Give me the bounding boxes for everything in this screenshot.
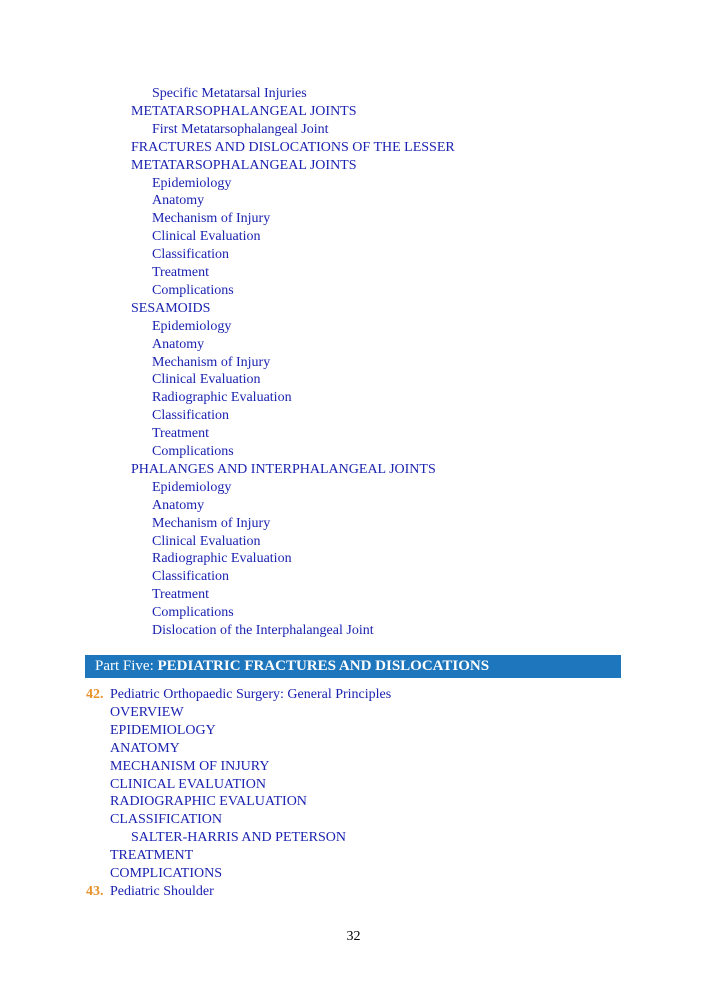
toc-subentry[interactable]: Anatomy	[152, 193, 205, 209]
toc-subentry[interactable]: Classification	[152, 247, 229, 263]
toc-entry[interactable]: MECHANISM OF INJURY	[110, 758, 270, 774]
toc-subentry[interactable]: Mechanism of Injury	[152, 211, 271, 227]
part-label: Part Five:	[95, 658, 154, 674]
chapter-number: 42.	[86, 687, 104, 702]
toc-entry[interactable]: SESAMOIDS	[131, 300, 211, 316]
toc-subentry[interactable]: Anatomy	[152, 336, 205, 352]
toc-entry[interactable]: EPIDEMIOLOGY	[110, 722, 216, 738]
toc-subentry[interactable]: Classification	[152, 569, 229, 585]
toc-subentry[interactable]: Complications	[152, 444, 234, 459]
part-title: PEDIATRIC FRACTURES AND DISLOCATIONS	[157, 658, 490, 674]
toc-entry[interactable]: PHALANGES AND INTERPHALANGEAL JOINTS	[131, 461, 436, 477]
toc-subentry[interactable]: Radiographic Evaluation	[152, 390, 292, 406]
toc-subentry[interactable]: Clinical Evaluation	[152, 533, 261, 549]
toc-subentry[interactable]: Clinical Evaluation	[152, 229, 261, 245]
toc-subentry[interactable]: Epidemiology	[152, 175, 232, 191]
toc-entry[interactable]: METATARSOPHALANGEAL JOINTS	[131, 103, 357, 119]
toc-subentry[interactable]: Epidemiology	[152, 479, 232, 495]
toc-entry[interactable]: COMPLICATIONS	[110, 866, 223, 881]
toc-subentry[interactable]: Classification	[152, 408, 229, 424]
part-banner	[85, 655, 621, 678]
toc-subentry[interactable]: Treatment	[152, 265, 210, 280]
toc-subentry[interactable]: Anatomy	[152, 497, 205, 513]
toc-subentry[interactable]: Treatment	[152, 426, 210, 442]
toc-entry[interactable]: TREATMENT	[110, 848, 194, 864]
toc-subentry[interactable]: Epidemiology	[152, 318, 232, 334]
toc-entry[interactable]: ANATOMY	[110, 740, 180, 756]
toc-subentry[interactable]: Complications	[152, 605, 234, 621]
page-number: 32	[346, 929, 361, 944]
toc-subentry[interactable]: Radiographic Evaluation	[152, 551, 292, 567]
toc-subentry[interactable]: Treatment	[152, 587, 210, 603]
toc-subentry[interactable]: SALTER-HARRIS AND PETERSON	[131, 830, 346, 846]
toc-subentry[interactable]: First Metatarsophalangeal Joint	[152, 121, 329, 137]
toc-subentry[interactable]: Mechanism of Injury	[152, 515, 271, 531]
toc-subentry[interactable]: Specific Metatarsal Injuries	[152, 86, 307, 101]
toc-entry[interactable]: METATARSOPHALANGEAL JOINTS	[131, 157, 357, 173]
toc-subentry[interactable]: Complications	[152, 282, 234, 298]
chapter-number: 43.	[86, 883, 104, 899]
chapter-title[interactable]: Pediatric Shoulder	[110, 883, 214, 899]
toc-entry[interactable]: CLASSIFICATION	[110, 812, 223, 828]
toc-entry[interactable]: FRACTURES AND DISLOCATIONS OF THE LESSER	[131, 139, 455, 155]
toc-entry[interactable]: RADIOGRAPHIC EVALUATION	[110, 794, 307, 810]
toc-subentry[interactable]: Mechanism of Injury	[152, 354, 271, 370]
toc-subentry[interactable]: Dislocation of the Interphalangeal Joint	[152, 623, 374, 638]
chapter-title[interactable]: Pediatric Orthopaedic Surgery: General Principles	[110, 687, 392, 702]
toc-entry[interactable]: OVERVIEW	[110, 704, 184, 720]
toc-subentry[interactable]: Clinical Evaluation	[152, 372, 261, 388]
toc-entry[interactable]: CLINICAL EVALUATION	[110, 776, 266, 792]
